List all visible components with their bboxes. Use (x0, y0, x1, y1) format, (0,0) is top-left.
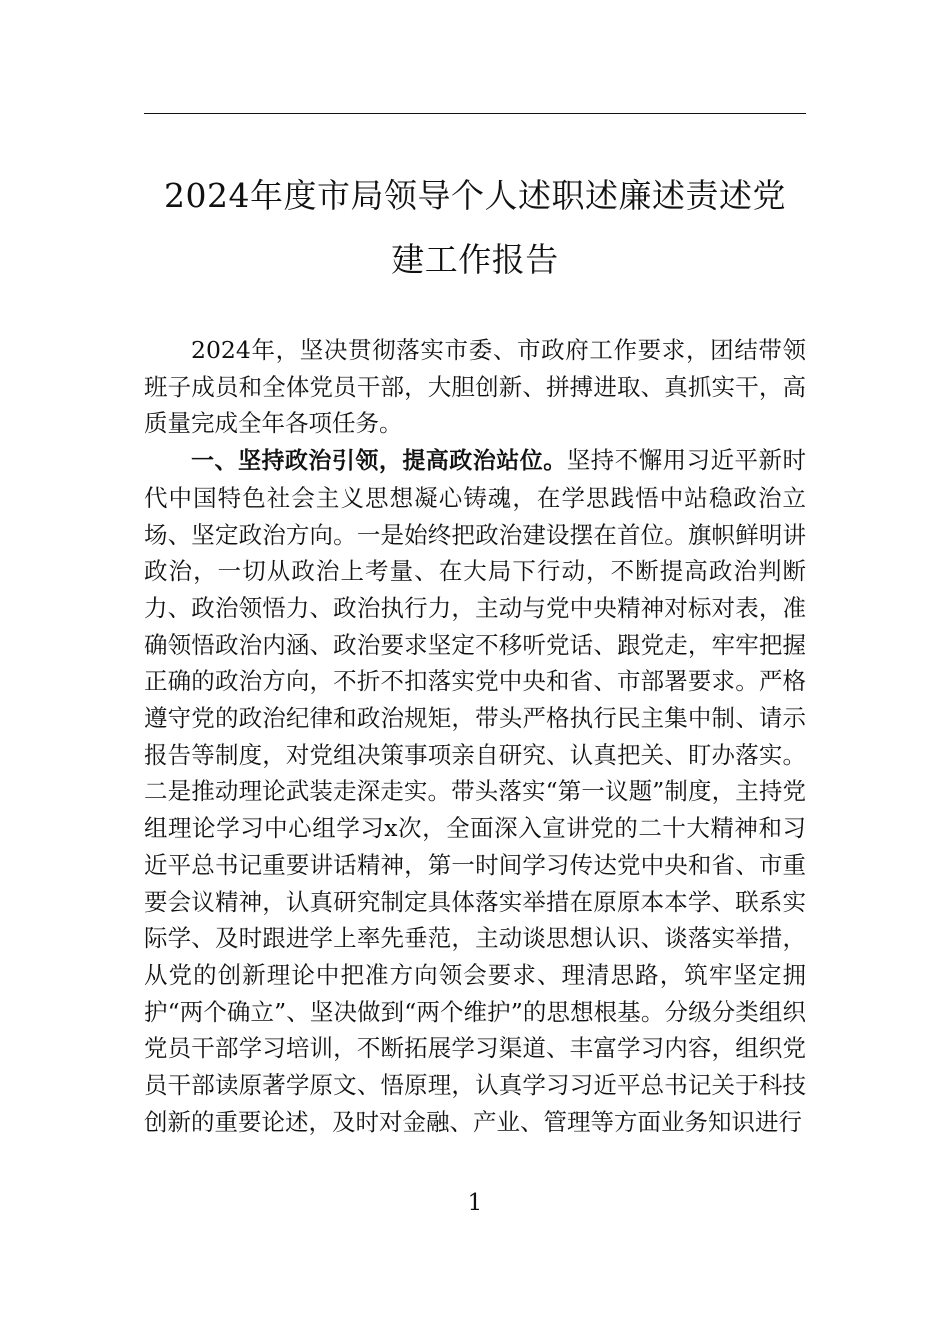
section-heading: 一、坚持政治引领，提高政治站位。 (191, 448, 567, 475)
title-line-2: 建工作报告 (391, 240, 559, 279)
title-line-1: 2024年度市局领导个人述职述廉述责述党 (164, 176, 786, 215)
header-rule (144, 113, 806, 114)
page-number: 1 (467, 1190, 483, 1216)
paragraph-section-1 (144, 442, 806, 1140)
document-body (144, 332, 806, 1140)
document-title (144, 164, 806, 292)
section-body: 坚持不懈用习近平新时代中国特色社会主义思想凝心铸魂，在学思践悟中站稳政治立场、坚定政治方向。一是始终把政治建设摆在首位。旗帜鲜明讲政治，一切从政治上考量、在大局下行动，不断提高政治判断力、政治领悟力、政治执行力，主动与党中央精神对标对表，准确领悟政治内涵、政治要求坚定不移听党话、跟党走，牢牢把握正确的政治方向，不折不扣落实党中央和省、市部署要求。严格遵守党的政治纪律和政治规矩，带头严格执行民主集中制、请示报告等制度，对党组决策事项亲自研究、认真把关、盯办落实。二是推动理论武装走深走实。带头落实“第一议题”制度，主持党组理论学习中心组学习x次，全面深入宣讲党的二十大精神和习近平总书记重要讲话精神，第一时间学习传达党中央和省、市重要会议精神，认真研究制定具体落实举措在原原本本学、联系实际学、及时跟进学上率先垂范，主动谈思想认识、谈落实举措，从党的创新理论中把准方向领会要求、理清思路，筑牢坚定拥护“两个确立”、坚决做到“两个维护”的思想根基。分级分类组织党员干部学习培训，不断拓展学习渠道、丰富学习内容，组织党员干部读原著学原文、悟原理，认真学习习近平总书记关于科技创新的重要论述，及时对金融、产业、管理等方面业务知识进行 (144, 446, 807, 1136)
paragraph-intro: 2024年，坚决贯彻落实市委、市政府工作要求，团结带领班子成员和全体党员干部，大胆创新、拼搏进取、真抓实干，高质量完成全年各项任务。 (144, 336, 806, 438)
